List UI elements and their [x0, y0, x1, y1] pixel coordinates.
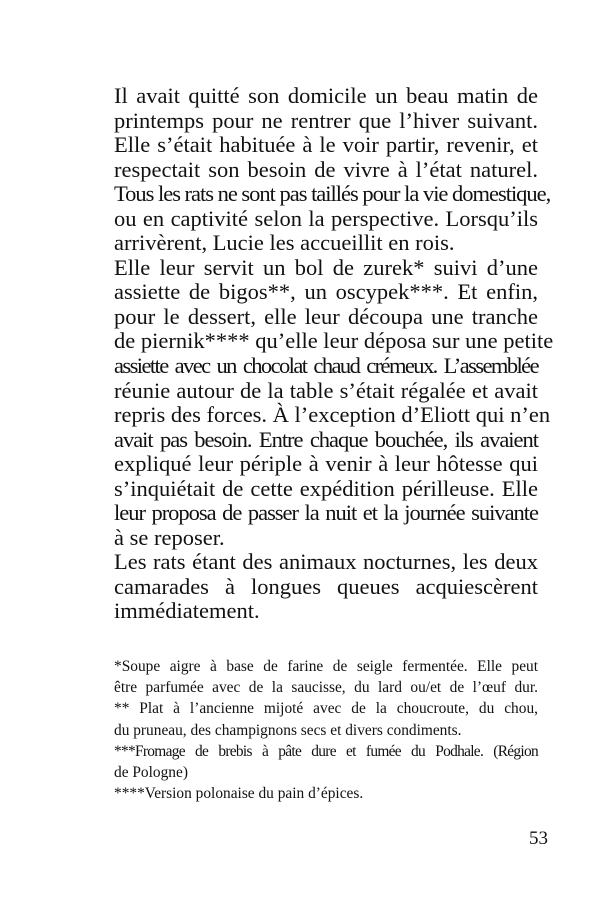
text-line: arrivèrent, Lucie les accueillit en rois. [114, 230, 455, 256]
footnote-line: du pruneau, des champignons secs et divers condiments. [114, 721, 462, 739]
footnote-line: ***Fromage de brebis à pâte dure et fumée du Podhale. (Région [114, 742, 538, 760]
text-line: ou en captivité selon la perspective. Lorsqu’ils [114, 205, 538, 231]
text-line: immédiatement. [114, 598, 260, 624]
footnote-line: ** Plat à l’ancienne mijoté avec de la choucroute, du chou, [114, 700, 538, 718]
footnotes [114, 656, 538, 804]
text-line: pour le dessert, elle leur découpa une tranche [114, 303, 538, 329]
text-line: assiette avec un chocolat chaud crémeux. L’assemblée [114, 353, 538, 379]
text-line: leur proposa de passer la nuit et la journée suivante [114, 500, 538, 526]
text-line: Tous les rats ne sont pas taillés pour la vie domestique, [114, 181, 551, 207]
body-text [114, 83, 554, 624]
text-line: de piernik**** qu’elle leur déposa sur une petite [114, 328, 554, 354]
text-line: assiette de bigos**, un oscypek***. Et enfin, [114, 279, 538, 305]
text-line: Elle s’était habituée à le voir partir, revenir, et [114, 132, 538, 158]
text-line: à se reposer. [114, 524, 225, 550]
footnote-line: ****Version polonaise du pain d’épices. [114, 785, 364, 803]
text-line: printemps pour ne rentrer que l’hiver suivant. [114, 107, 538, 133]
text-line: respectait son besoin de vivre à l’état naturel. [114, 156, 538, 182]
text-line: avait pas besoin. Entre chaque bouchée, ils avaient [114, 426, 538, 452]
text-line: Elle leur servit un bol de zurek* suivi d’une [114, 254, 538, 280]
text-line: Il avait quitté son domicile un beau matin de [114, 83, 538, 108]
footnote-line: être parfumée avec de la saucisse, du lard ou/et de l’œuf dur. [114, 679, 538, 697]
text-line: expliqué leur périple à venir à leur hôtesse qui [114, 451, 538, 477]
page-number: 53 [529, 828, 548, 849]
footnote-line: *Soupe aigre à base de farine de seigle fermentée. Elle peut [114, 658, 538, 675]
text-line: camarades à longues queues acquiescèrent [114, 573, 538, 599]
text-line: repris des forces. À l’exception d’Eliott qui n’en [114, 402, 551, 428]
footnote-line: de Pologne) [114, 764, 188, 782]
text-line: Les rats étant des animaux nocturnes, les deux [114, 549, 538, 575]
text-line: réunie autour de la table s’était régalée et avait [114, 377, 538, 403]
text-line: s’inquiétait de cette expédition périlleuse. Elle [114, 475, 538, 501]
